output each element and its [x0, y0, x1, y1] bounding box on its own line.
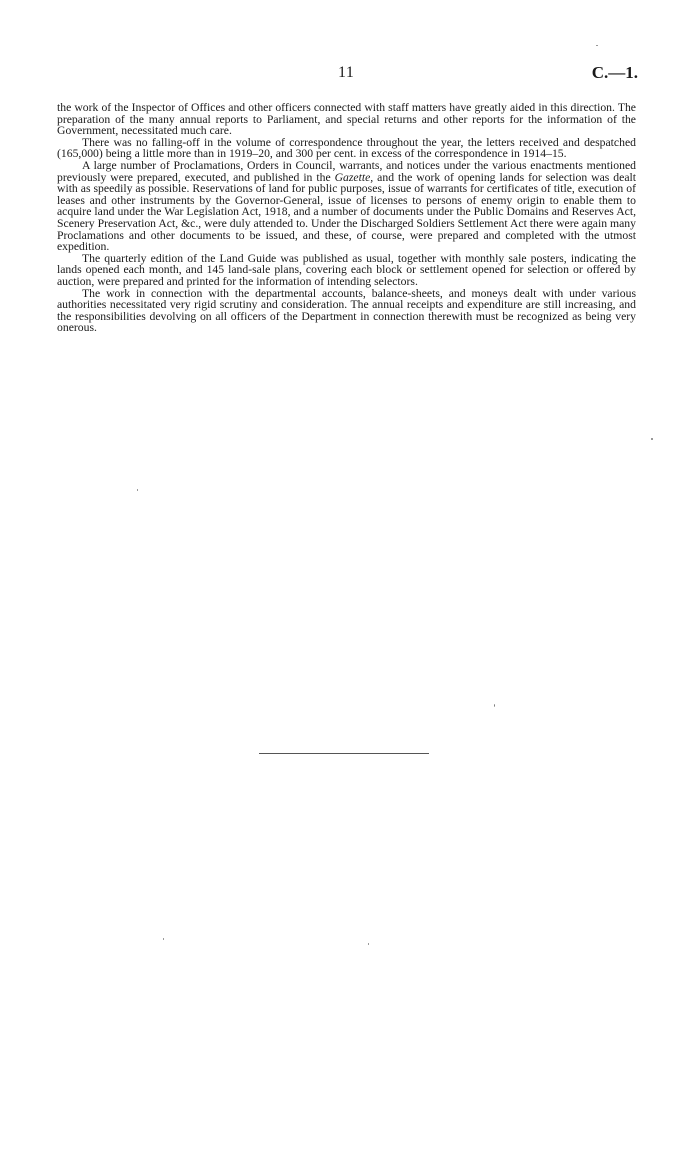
- paragraph-correspondence: There was no falling-off in the volume of correspondence throughout the year, the letters received and despatched (165,000) being a little more than in 1919–20, and 300 per cent. in excess of the correspondence in 1914–15.: [57, 135, 636, 161]
- page-number: 11: [338, 64, 355, 81]
- body-text: [57, 102, 636, 334]
- print-speck: [368, 943, 369, 945]
- print-speck: [596, 45, 598, 46]
- paragraph-accounts: The work in connection with the departmental accounts, balance-sheets, and moneys dealt with under various authorities necessitated very rigid scrutiny and consideration. The annual receipts and expenditure are still increasing, and the responsibilities devolving on all officers of the Department in connection therewith must be recognized as being very onerous.: [57, 286, 636, 335]
- paragraph-land-guide: The quarterly edition of the Land Guide was published as usual, together with monthly sale posters, indicating the lands opened each month, and 145 land-sale plans, covering each block or settlement opened for selection or offered by auction, were prepared and printed for the information of intending selectors.: [57, 251, 636, 288]
- print-speck: [137, 489, 138, 491]
- paragraph-proclamations-start: A large number of Proclamations, Orders in Council, warrants, and notices under the various enactments mentioned previously were prepared, executed, and published in the: [57, 158, 636, 184]
- page-header: [0, 64, 700, 88]
- paragraph-proclamations: [57, 160, 636, 253]
- print-speck: [494, 704, 495, 707]
- print-speck: [651, 438, 653, 440]
- paragraph-continued: the work of the Inspector of Offices and other officers connected with staff matters have greatly aided in this direction. The preparation of the many annual reports to Parliament, and special returns and other reports for the information of the Government, necessitated much care.: [57, 101, 636, 138]
- print-speck: [163, 938, 164, 940]
- paragraph-proclamations-end: and the work of opening lands for selection was dealt with as speedily as possible. Reservations of land for public purposes, issue of warrants for certificates of title, execution of leases and other instruments by the Governor-General, issue of licenses to persons of enemy origin to enable them to acquire land under the War Legislation Act, 1918, and a number of documents under the Public Domains and Reserves Act, Scenery Preservation Act, &c., were duly attended to. Under the Discharged Soldiers Settlement Act there were again many Proclamations and other documents to be issued, and these, of course, were prepared and completed with the utmost expedition.: [57, 170, 636, 254]
- document-reference: C.—1.: [591, 63, 638, 82]
- gazette-title: Gazette,: [334, 170, 374, 184]
- section-divider: [259, 753, 429, 754]
